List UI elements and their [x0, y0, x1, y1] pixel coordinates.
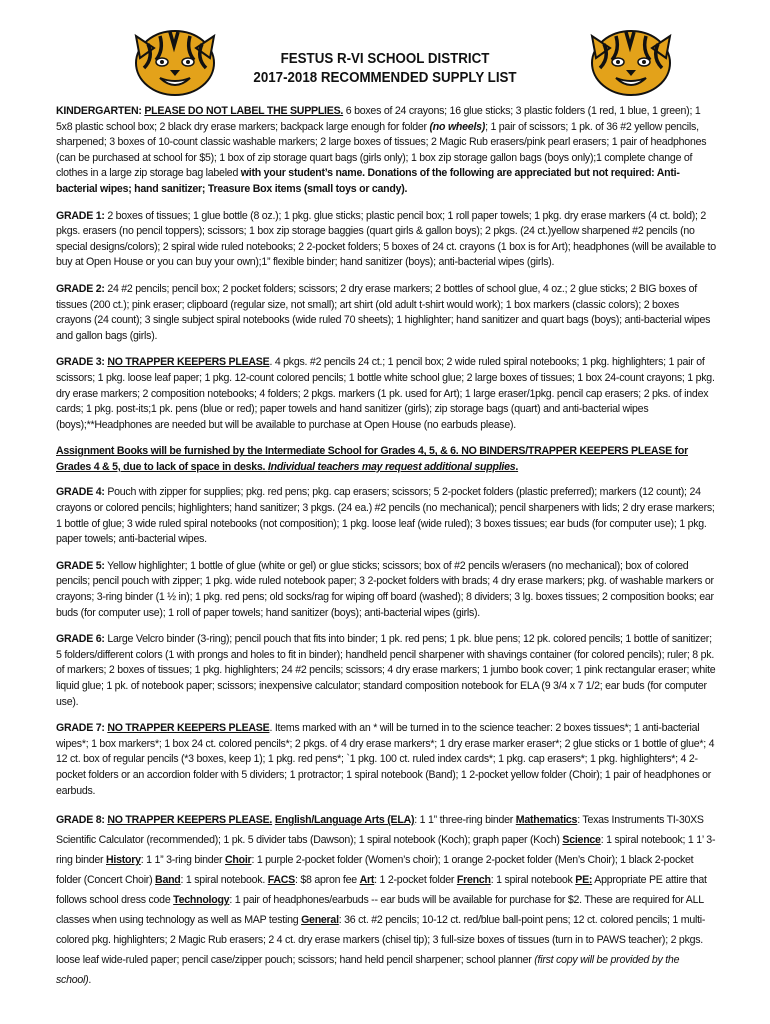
supply-text: : 1 1” 3-ring binder — [140, 854, 226, 867]
supply-text-end: . — [88, 974, 92, 987]
grade-7-section — [56, 721, 716, 799]
grade-label: GRADE 4: — [56, 486, 105, 499]
supply-text: : 1 purple 2-pocket folder (Women’s choir); 1 orange 2-pocket folder (Men’s Choir); 1 black 2-pocket folder (Concert Choir) — [56, 854, 694, 887]
grade-6-section — [56, 632, 716, 710]
subject-band: Band — [155, 874, 181, 887]
supply-text: Appropriate PE attire that follows school dress code — [56, 874, 707, 907]
supply-text: 24 #2 pencils; pencil box; 2 pocket folders; scissors; 2 dry erase markers; 2 bottles of school glue, 4 oz.; 2 glue sticks; 2 BIG boxes of tissues (200 ct.); pink eraser; clipboard (regular size, not small); art shirt (old adult t-shirt would work); 1 box markers (classic colors); 2 boxes crayons (24 count); 3 single subject spiral notebooks (wide ruled 70 sheets); 1 highlighter; hand sanitizer and quart bags (boys); anti-bacterial wipes and gallon bags (girls). — [56, 282, 711, 342]
grade-1-section — [56, 209, 716, 271]
warning-text: NO TRAPPER KEEPERS PLEASE. — [107, 814, 273, 827]
district-name: FESTUS R-VI SCHOOL DISTRICT — [280, 51, 490, 67]
document-header — [0, 28, 770, 98]
supply-text: 6 boxes of 24 crayons; 16 glue sticks; 3 plastic folders (1 red, 1 blue, 1 green); 1 5x8 plastic school box; 2 black dry erase markers; backpack large enough for folder — [56, 105, 701, 133]
tiger-mascot-icon — [590, 28, 672, 96]
supply-text: : 1 2-pocket folder — [374, 874, 457, 887]
title-block — [215, 50, 555, 88]
grade-8-section — [56, 810, 716, 990]
subject-pe: PE: — [575, 874, 593, 887]
supply-text: : 36 ct. #2 pencils; 10-12 ct. red/blue ball-point pens; 12 ct. colored pencils; 1 multi-colored pkg. highlighters; 2 Magic Rub erasers; 2 4 ct. dry erase markers (chisel tip); 3 full-size boxes of tissues (turn in to PAWS teacher); 2 pkgs. loose leaf wide-ruled paper; pencil case/zipper pouch; scissors; hand held pencil sharpener; school planner — [56, 914, 706, 967]
supply-text: : 1 pair of headphones/earbuds -- ear buds will be available for purchase for $2. These are required for ALL classes when using technology as well as MAP testing — [56, 894, 704, 927]
grade-4-section — [56, 485, 716, 547]
supply-text: : Texas Instruments TI-30XS Scientific Calculator (recommended); 1 pk. 5 divider tabs (Dawson); 1 spiral notebook (Koch); graph paper (Koch) — [56, 814, 704, 847]
grade-label: GRADE 6: — [56, 633, 105, 646]
supply-text: Large Velcro binder (3-ring); pencil pouch that fits into binder; 1 pk. red pens; 1 pk. blue pens; 12 pk. colored pencils; 1 bottle of sanitizer; 5 folders/different colors (1 with prongs and holes to fit in binder); handheld pencil sharpener with shavings container (for colored pencils); ruler; 8 pk. of markers; 2 boxes of tissues; 1 pkg. highlighters; 24 #2 pencils; scissors; 4 dry erase markers; 1 jumbo book cover; 1 pink rectangular eraser; white liquid glue; 1 pk. of notebook paper; scissors; inexpensive calculator; standard composition notebook for ELA (9 3/4 x 7 1/2; ear buds (for computer use). — [56, 633, 716, 708]
subject-choir: Choir — [225, 854, 252, 867]
supply-text: : 1 spiral notebook; 1 1’ 3-ring binder — [56, 834, 716, 867]
grade-3-section — [56, 355, 716, 433]
subject-history: History — [106, 854, 141, 867]
subject-art: Art — [359, 874, 375, 887]
subject-general: General — [301, 914, 339, 927]
grade-label: GRADE 2: — [56, 282, 105, 295]
subject-facs: FACS — [267, 874, 296, 887]
subject-science: Science — [562, 834, 601, 847]
grade-2-section — [56, 282, 716, 344]
grade-label: GRADE 5: — [56, 559, 105, 572]
supply-text: . 4 pkgs. #2 pencils 24 ct.; 1 pencil box; 2 wide ruled spiral notebooks; 1 pkg. highlighters; 1 pair of scissors; 1 pkg. loose leaf paper; 1 pkg. 12-count colored pencils; 1 bottle white school glue; 2 large boxes of tissues; 1 box 24-count crayons; 1 pkg. dry erase markers; 2 composition notebooks; 4 folders; 2 pkgs. markers (1 pk. used for Art); 1 large eraser/1pkg. pencil cap erasers; 2 pks. of index cards; 1 pkg. post-its;1 pk. pens (blue or red); paper towels and hand sanitizer (girls); zip storage bags (quart) and anti-bacterial wipes (boys);**Headphones are needed but will be available to purchase at Open House (no earbuds please). — [56, 356, 715, 431]
grade-label: GRADE 1: — [56, 209, 105, 222]
notice-text: Assignment Books will be furnished by the Intermediate School for Grades 4, 5, & 6. NO BINDERS/TRAPPER KEEPERS PLEASE for Grades 4 & 5, due to lack of space in desks. — [56, 445, 688, 473]
list-title: 2017-2018 RECOMMENDED SUPPLY LIST — [253, 70, 517, 86]
supply-text: 2 boxes of tissues; 1 glue bottle (8 oz.); 1 pkg. glue sticks; plastic pencil box; 1 roll paper towels; 1 pkg. dry erase markers (4 ct. bold); 2 pkgs. erasers (no pencil toppers); scissors; 1 box zip storage baggies (quart girls & gallon boys); 2 pkgs. (24 ct.)yellow sharpened #2 pencils (no special designs/colors); 2 spiral wide ruled notebooks; 2 2-pocket folders; 5 boxes of 24 ct. crayons (1 box is for Art); headphones (will be available to buy at Open House or you can buy your own);1” flexible binder; hand sanitizer (boys); anti-bacterial wipes (girls). — [56, 209, 716, 269]
supply-text: ; 1 pair of scissors; 1 pk. of 36 #2 yellow pencils, sharpened; 3 boxes of 10-count classic washable markers; 2 large boxes of tissues; 2 Magic Rub erasers/pink pearl erasers; 1 pair of headphones (can be purchased at school for $5); 1 box of zip storage quart bags (girls only); 1 box zip storage gallon bags (boys only);1 complete change of clothes in a large zip storage bag labeled — [56, 120, 707, 180]
subject-ela: English/Language Arts (ELA) — [274, 814, 415, 827]
tiger-mascot-icon — [134, 28, 216, 96]
notice-italic: Individual teachers may request additional supplies — [267, 460, 516, 473]
grade-5-section — [56, 559, 716, 621]
supply-text: Pouch with zipper for supplies; pkg. red pens; pkg. cap erasers; scissors; 5 2-pocket folders (plastic preferred); markers (12 count); 24 crayons or colored pencils; highlighters; hand sanitizer; 3 pkgs. (24 ea.) #2 pencils (no mechanical); pencil sharpeners with lids; 2 dry erase markers; 1 bottle of glue; 3 wide ruled spiral notebooks (not composition); 1 pkg. loose leaf (wide ruled); 3 boxes tissues; ear buds (for computer use); 1 pkg. paper towels; anti-bacterial wipes. — [56, 486, 715, 546]
planner-note: (first copy will be provided by the school) — [56, 954, 680, 987]
subject-math: Mathematics — [515, 814, 578, 827]
kindergarten-section — [56, 104, 716, 198]
supply-text: . Items marked with an * will be turned in to the science teacher: 2 boxes tissues*; 1 anti-bacterial wipes*; 1 box markers*; 1 box 24 ct. colored pencils*; 2 pkgs. of 4 dry erase markers*; 1 dry erase marker eraser*; 2 glue sticks or 1 bottle of glue*; 4 12 ct. box of regular pencils (*3 boxes, keep 1); 1 pkg. red pens*; `1 pkg. 100 ct. ruled index cards*; 1 pkg. cap erasers*; 1 pkg. highlighters*; 4 2-pocket folders or an accordion folder with 5 dividers; 1 protractor; 1 spiral notebook (Band); 1 2-pocket yellow folder (Choir); 1 pair of headphones or earbuds. — [56, 722, 715, 797]
grade-label: GRADE 7: — [56, 722, 105, 735]
grade-label: KINDERGARTEN: — [56, 105, 142, 117]
emphasis-text: (no wheels) — [429, 120, 486, 133]
supply-text: Yellow highlighter; 1 bottle of glue (white or gel) or glue sticks; scissors; box of #2 pencils w/erasers (no mechanical); box of colored pencils; pencil pouch with zipper; 1 pkg. wide ruled notebook paper; 3 2-pocket folders with brads; 4 dry erase markers; pkg. of washable markers or crayons; 3-ring binder (1 ½ in); 1 pkg. red pens; old socks/rag for wiping off board (washed); 8 dividers; 3 lg. boxes tissues; 2 composition books; ear buds (for computer use); 1 roll of paper towels; hand sanitizer (boys); anti-bacterial wipes (girls). — [56, 559, 714, 619]
supply-text: : $8 apron fee — [295, 874, 360, 887]
warning-text: NO TRAPPER KEEPERS PLEASE — [107, 722, 270, 735]
subject-technology: Technology — [173, 894, 230, 907]
warning-text: PLEASE DO NOT LABEL THE SUPPLIES. — [144, 105, 344, 117]
subject-french: French — [456, 874, 491, 887]
notice-end: . — [515, 460, 519, 473]
warning-text: NO TRAPPER KEEPERS PLEASE — [107, 356, 270, 369]
supply-text: : 1 spiral notebook. — [180, 874, 268, 887]
supply-text: : 1 1” three-ring binder — [414, 814, 516, 827]
supply-list-content — [56, 104, 716, 1001]
grade-label: GRADE 8: — [56, 814, 105, 827]
grade-label: GRADE 3: — [56, 356, 105, 369]
donation-text: with your student’s name. Donations of the following are appreciated but not required: Anti-bacterial wipes; hand sanitizer; Treasure Box items (small toys or candy). — [56, 167, 680, 195]
assignment-book-notice — [56, 444, 716, 475]
supply-text: : 1 spiral notebook — [490, 874, 576, 887]
